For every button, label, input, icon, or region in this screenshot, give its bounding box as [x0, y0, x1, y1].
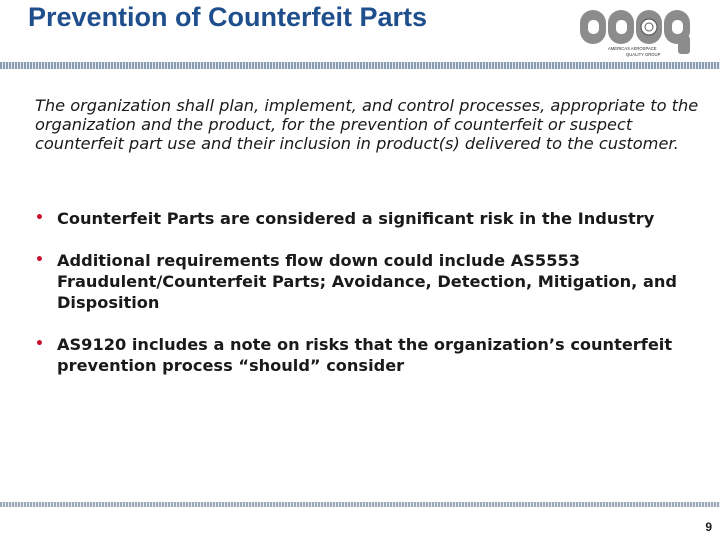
bullet-item [35, 334, 695, 376]
slide-title: Prevention of Counterfeit Parts [28, 2, 428, 32]
bullet-list [35, 208, 695, 397]
logo-tagline-1: AMERICAS AEROSPACE [608, 46, 657, 51]
bullet-marker: • [35, 210, 44, 226]
intro-paragraph: The organization shall plan, implement, and control processes, appropriate to the organization and the product, for the prevention of counterfeit or suspect counterfeit part use and their inclusion in product(s) delivered to the customer. [35, 96, 699, 153]
footer-divider [0, 502, 720, 507]
bullet-item [35, 250, 695, 313]
bullet-text: Additional requirements flow down could include AS5553 Fraudulent/Counterfeit Parts; Avoidance, Detection, Mitigation, and Disposition [57, 251, 677, 312]
page-number: 9 [705, 520, 712, 534]
bullet-text: AS9120 includes a note on risks that the organization’s counterfeit prevention process “should” consider [57, 335, 673, 375]
bullet-item [35, 208, 695, 229]
bullet-text: Counterfeit Parts are considered a significant risk in the Industry [57, 209, 655, 228]
header-divider [0, 62, 720, 69]
logo-tagline-2: QUALITY GROUP [626, 52, 661, 57]
bullet-marker: • [35, 252, 44, 268]
bullet-marker: • [35, 336, 44, 352]
aaqg-logo [578, 2, 706, 60]
